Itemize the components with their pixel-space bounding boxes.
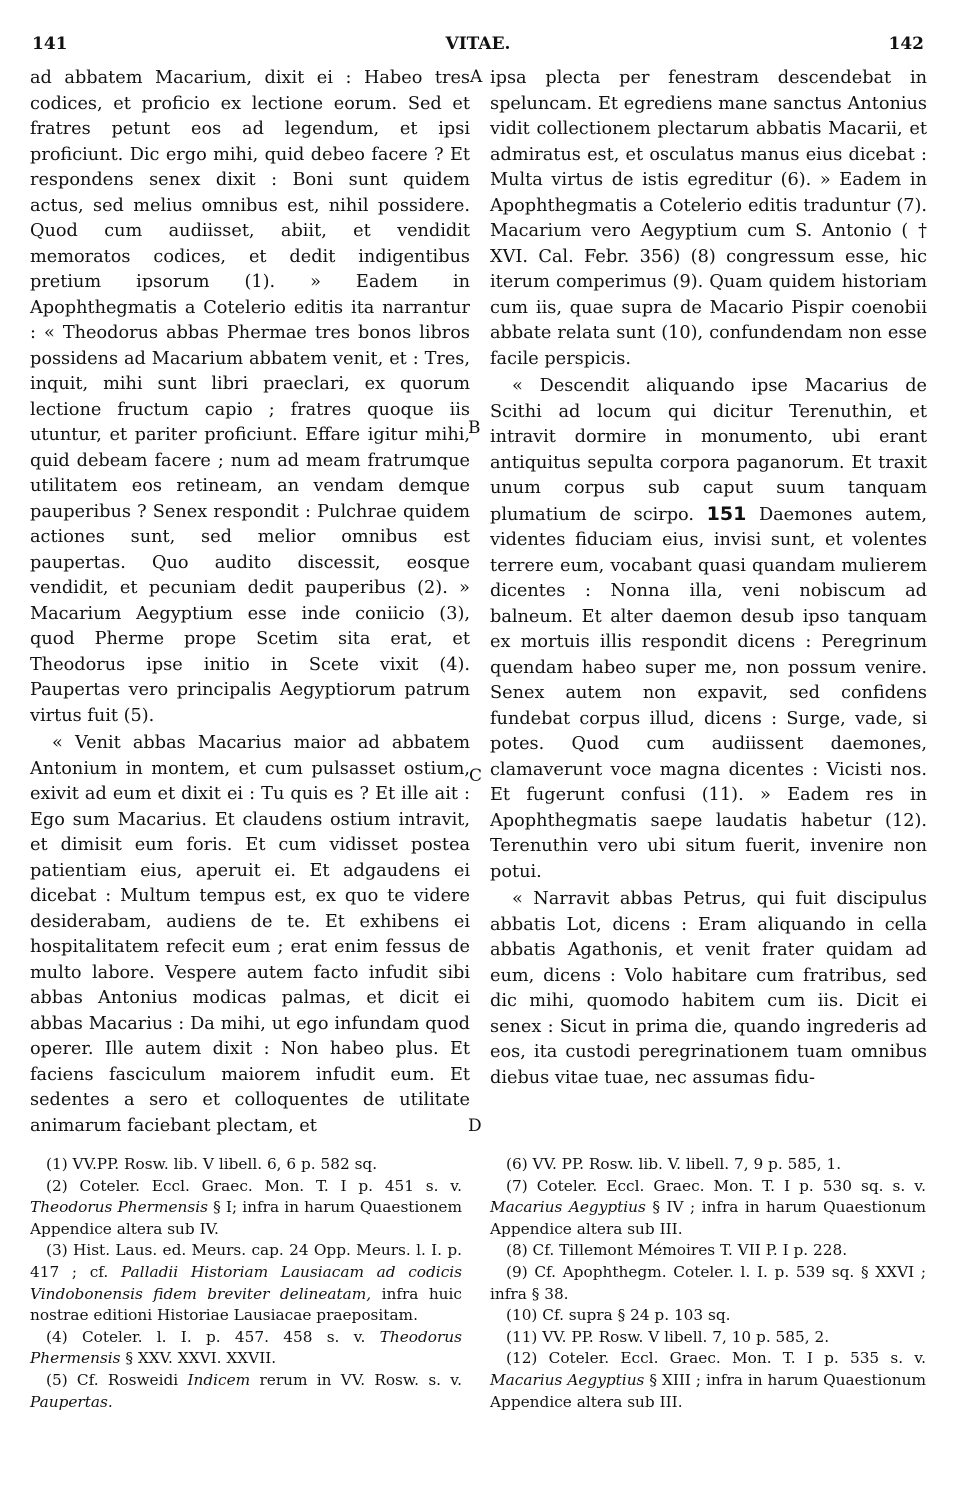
footnote: (11) VV. PP. Rosw. V libell. 7, 10 p. 585, 2. (506, 1327, 830, 1346)
footnote: (2) Coteler. Eccl. Graec. Mon. T. I p. 451 s. v. Theodorus Phermensis § I; infra in harum Quaestionem Appendice altera sub IV. (30, 1176, 462, 1238)
page-reference-number: 151 (706, 502, 747, 525)
footnotes-right (490, 1154, 926, 1413)
footnote: (10) Cf. supra § 24 p. 103 sq. (506, 1306, 731, 1325)
right-text-column (490, 66, 927, 1091)
footnote: (12) Coteler. Eccl. Graec. Mon. T. I p. 535 s. v. Macarius Aegyptius § XIII ; infra in harum Quaestionum Appendice altera sub III. (490, 1349, 926, 1411)
paragraph: « Venit abbas Macarius maior ad abbatem Antonium in montem, et cum pulsasset ostium, exivit ad eum et dixit ei : Tu quis es ? Et ille ait : Ego sum Macarius. Et claudens ostium intravit, et dimisit eum foris. Et cum vidisset postea patientiam eius, aperuit ei. Et adgaudens ei dicebat : Multum tempus est, ex quo te videre desiderabam, audiens de te. Et exhibens ei hospitalitatem refecit eum ; erat enim fessus de multo labore. Vespere autem facto infudit sibi abbas Antonius modicas palmas, et dicit ei abbas Macarius : Da mihi, ut ego infundam quod operer. Ille autem dixit : Non habeo plus. Et faciens fasciculum maiorem infudit eum. Et sedentes a sero et colloquentes de utilitate animarum faciebant plectam, et (30, 733, 470, 1136)
footnote: (9) Cf. Apophthegm. Coteler. l. I. p. 539 sq. § XXVI ; infra § 38. (490, 1262, 926, 1303)
paragraph: « Narravit abbas Petrus, qui fuit discipulus abbatis Lot, dicens : Eram aliquando in cella abbatis Agathonis, et venit frater quidam ad eum, dicens : Volo habitare cum fratribus, sed dic mihi, quomodo habitem cum iis. Dicit ei senex : Sicut in prima die, quando ingrederis ad eos, ita custodi peregrinationem tuam omnibus diebus vitae tuae, nec assumas fidu- (490, 889, 927, 1088)
right-page-number: 142 (888, 34, 924, 54)
running-title: VITAE. (445, 34, 511, 54)
paragraph (490, 374, 927, 885)
footnote: (7) Coteler. Eccl. Graec. Mon. T. I p. 530 sq. s. v. Macarius Aegyptius § IV ; infra in harum Quaestionum Appendice altera sub III. (490, 1176, 926, 1238)
footnote: (3) Hist. Laus. ed. Meurs. cap. 24 Opp. Meurs. l. I. p. 417 ; cf. Palladii Historiam Lausiacam ad codicis Vindobonensis fidem breviter delineatam, infra huic nostrae editioni Historiae Lausiacae praepositam. (30, 1241, 463, 1325)
footnote: (1) VV.PP. Rosw. lib. V libell. 6, 6 p. 582 sq. (46, 1155, 378, 1173)
paragraph: ipsa plecta per fenestram descendebat in speluncam. Et egrediens mane sanctus Antonius vidit collectionem plectarum abbatis Macarii, et admiratus est, et osculatus manus eius dicebat : Multa virtus de istis egreditur (6). » Eadem in Apophthegmatis a Cotelerio editis traduntur (7). Macarium vero Aegyptium cum S. Antonio ( † XVI. Cal. Febr. 356) (8) congressum esse, hic iterum comperimus (9). Quam quidem historiam cum iis, quae supra de Macario Pispir coenobii abbate relata sunt (10), confundendam non esse facile perspicis. (490, 68, 927, 369)
left-page-number: 141 (32, 34, 68, 54)
running-header (32, 34, 924, 58)
margin-marker-b: B (468, 418, 481, 438)
paragraph-text: « Descendit aliquando ipse Macarius de Scithi ad locum qui dicitur Terenuthin, et intravit dormire in monumento, ubi erant antiquitus sepulta corpora paganorum. Et traxit unum corpus sub caput suum tanquam plumatium de scirpo. (490, 376, 927, 525)
left-text-column (30, 66, 470, 1139)
margin-marker-d: D (468, 1116, 482, 1136)
footnote: (6) VV. PP. Rosw. lib. V. libell. 7, 9 p. 585, 1. (506, 1155, 842, 1173)
footnotes-left (30, 1154, 462, 1413)
footnote: (5) Cf. Rosweidi Indicem rerum in VV. Rosw. s. v. Paupertas. (30, 1370, 462, 1411)
paragraph-text: Daemones autem, videntes fiduciam eius, invisi sunt, et volentes terrere eum, vocabant quasi quandam mulierem dicentes : Nonna illa, veni nobiscum ad balneum. Et alter daemon desub ipso tanquam ex mortuis illis respondit dicens : Peregrinum quendam habeo super me, non possum venire. Senex autem non expavit, sed confidens fundebat corpus illud, dicens : Surge, vade, si potes. Quod cum audiissent daemones, clamaverunt voce magna dicentes : Vicisti nos. Et fugerunt confusi (11). » Eadem res in Apophthegmatis saepe laudatis habetur (12). Terenuthin vero ubi situm fuerit, invenire non potui. (490, 504, 928, 882)
footnote: (8) Cf. Tillemont Mémoires T. VII P. I p. 228. (506, 1241, 848, 1260)
margin-marker-c: C (469, 766, 483, 786)
footnote: (4) Coteler. l. I. p. 457. 458 s. v. Theodorus Phermensis § XXV. XXVI. XXVII. (30, 1327, 462, 1368)
paragraph: ad abbatem Macarium, dixit ei : Habeo tres codices, et proficio ex lectione eorum. Sed et fratres petunt eos ad legendum, et ipsi proficiunt. Dic ergo mihi, quid debeo facere ? Et respondens senex dixit : Boni sunt quidem actus, sed melius omnibus est, nihil possidere. Quod cum audiisset, abiit, et vendidit memoratos codices, et dedit indigentibus pretium ipsorum (1). » Eadem in Apophthegmatis a Cotelerio editis ita narrantur : « Theodorus abbas Phermae tres bonos libros possidens ad Macarium abbatem venit, et : Tres, inquit, mihi sunt libri praeclari, ex quorum lectione fructum capio ; fratres quoque iis utuntur, et pariter proficiunt. Effare igitur mihi, quid debeam facere ; num ad meam fratrumque utilitatem eos retineam, an vendam demque pauperibus ? Senex respondit : Pulchrae quidem actiones sunt, sed melior omnibus est paupertas. Quo audito discessit, eosque vendidit, et pecuniam dedit pauperibus (2). » Macarium Aegyptium esse inde coniicio (3), quod Pherme prope Scetim sita erat, et Theodorus ipse initio in Scete vixit (4). Paupertas vero principalis Aegyptiorum patrum virtus fuit (5). (30, 68, 470, 726)
margin-marker-a: A (470, 67, 483, 87)
